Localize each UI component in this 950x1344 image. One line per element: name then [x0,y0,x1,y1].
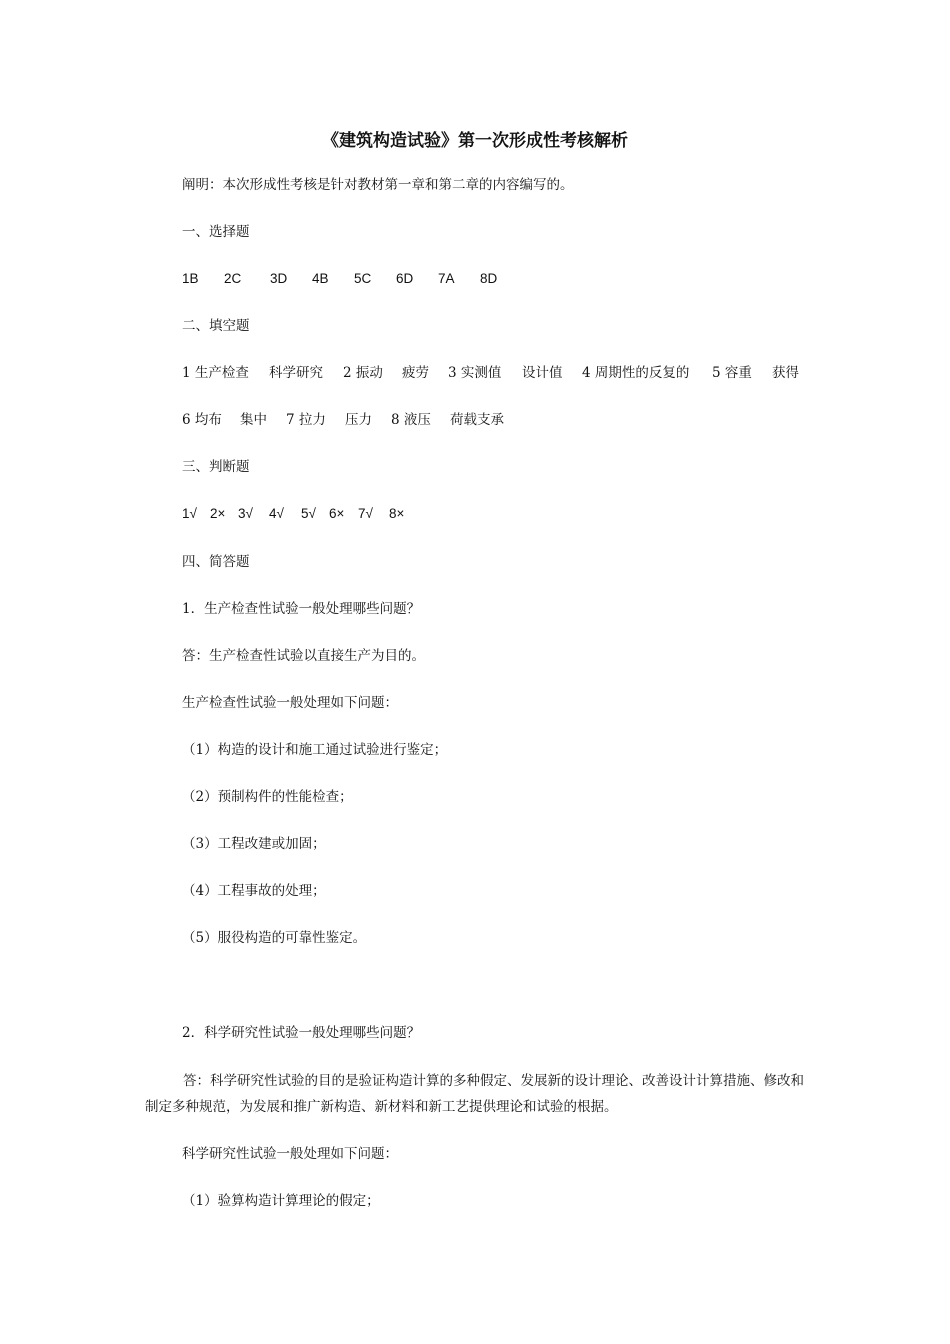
section-heading-choice: 一、选择题 [182,224,250,240]
fill-answer: 集中 [240,412,267,428]
section-heading-short: 四、简答题 [182,554,250,570]
fill-answer: 获得 [772,365,799,381]
question-2: 2．科学研究性试验一般处理哪些问题？ [182,1025,421,1041]
judge-answer: 7√ [358,506,373,521]
answer-1-item: （4）工程事故的处理； [182,883,326,899]
choice-answer: 3D [270,271,288,286]
intro-note: 阐明：本次形成性考核是针对教材第一章和第二章的内容编写的。 [182,177,574,193]
judge-answer: 8× [389,506,405,521]
fill-answer: 压力 [345,412,372,428]
judge-answer: 4√ [269,506,284,521]
judge-answer: 2× [210,506,226,521]
fill-answer: 5 容重 [712,365,752,381]
fill-answer: 疲劳 [402,365,429,381]
answer-1-lead: 生产检查性试验一般处理如下问题： [182,695,398,711]
question-1: 1．生产检查性试验一般处理哪些问题？ [182,601,421,617]
fill-answer: 2 振动 [343,365,383,381]
section-heading-judge: 三、判断题 [182,459,250,475]
choice-answer: 2C [224,271,242,286]
answer-1-item: （1）构造的设计和施工通过试验进行鉴定； [182,742,448,758]
answer-1-item: （2）预制构件的性能检查； [182,789,353,805]
judge-answer: 3√ [238,506,253,521]
fill-answer: 科学研究 [269,365,323,381]
fill-answer: 1 生产检查 [182,365,249,381]
choice-answer: 1B [182,271,199,286]
choice-answer: 6D [396,271,414,286]
choice-answer: 7A [438,271,455,286]
answer-2-item: （1）验算构造计算理论的假定； [182,1193,380,1209]
fill-answer: 荷载支承 [450,412,504,428]
judge-answer: 5√ [301,506,316,521]
choice-answer: 8D [480,271,498,286]
answer-1: 答：生产检查性试验以直接生产为目的。 [182,648,425,664]
choice-answer: 5C [354,271,372,286]
fill-answer: 7 拉力 [286,412,326,428]
fill-answer: 3 实测值 [448,365,502,381]
judge-answer: 1√ [182,506,197,521]
answer-1-item: （3）工程改建或加固； [182,836,326,852]
fill-answer: 设计值 [522,365,563,381]
section-heading-fill: 二、填空题 [182,318,250,334]
fill-answer: 8 液压 [391,412,431,428]
fill-answer: 6 均布 [182,412,222,428]
fill-answer: 4 周期性的反复的 [582,365,690,381]
answer-2-lead: 科学研究性试验一般处理如下问题： [182,1146,398,1162]
judge-answer: 6× [329,506,345,521]
document-title: 《建筑构造试验》第一次形成性考核解析 [322,131,628,151]
choice-answer: 4B [312,271,329,286]
answer-1-item: （5）服役构造的可靠性鉴定。 [182,930,367,946]
answer-2: 答：科学研究性试验的目的是验证构造计算的多种假定、发展新的设计理论、改善设计计算措施、修改和制定多种规范，为发展和推广新构造、新材料和新工艺提供理论和试验的根据。 [145,1073,804,1115]
